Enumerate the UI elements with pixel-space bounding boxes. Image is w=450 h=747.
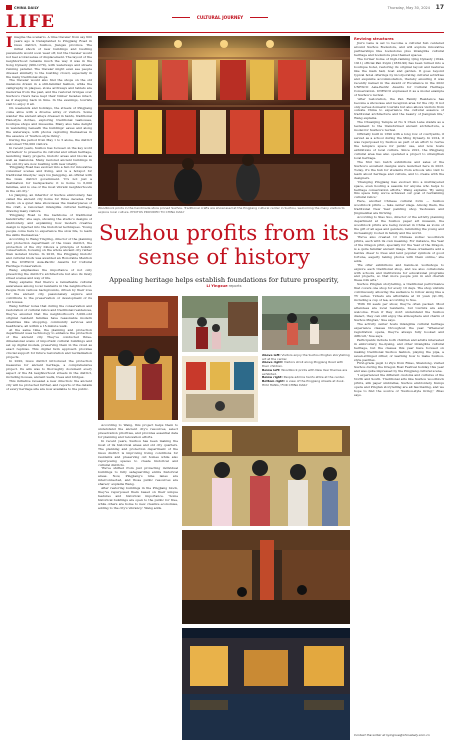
photo-market-illustration [182,530,350,624]
body-paragraph: Lu Jianping, an inheritor of Suzhou embroidery, has called the ancient city home for three decades. Her studio on a quiet lane showcases the masterpieces of the craft, a renowned intangible cultural heritage, drawing many visitors. [6,193,92,213]
photo-pingtan-illustration [98,296,178,420]
body-paragraph: The activity center hosts intangible cultural heritage experience classes throughout the year. 'Whenever registration opens, they're always fully booked and difficult,' Xue says. [354,321,444,338]
photo-hanfu-illustration [182,426,350,526]
body-paragraph: Participants include both children and adults interested in embroidery, tie-dyeing, and other intangible cultural heritage, but the classes this year have focused on making traditional Suzhou fashion, playing the pipa, a seven-stringed zither, or learning how to make Suzhou-style pastries. [354,337,444,362]
body-paragraph: 'We've shifted from just protecting individual buildings to fully safeguarding entire historical areas. Now, Pingjiang's nine lanes are interconnected, and those public resources are shared,' explains Wang. [98,466,178,487]
caption-1-text: Visitors enjoy the Suzhou Pingtan storytelling art at the center. [262,353,350,361]
caption-1-label: Above left: [262,353,281,357]
body-paragraph: Wang explains that there's a remarkable cultural awareness among local residents in the neighborhood. People from various backgrounds, driven by their love for the ancient city, passionately explore and contribute to the preservation or development of its old houses. [6,280,92,304]
photo-night-waterway [182,628,350,740]
photo-night-illustration [182,628,350,740]
body-paragraph: 'I experienced the different customs and cultures of the North and South. Traditional arts like Suzhou woodblock prints, silk paper umbrellas, Suzhou embroidery, Kunqu opera and Pingtan storytelling are all fascinating, and we hope to find the source of 'Suzhou-style living',' Zhao says. [354,373,444,398]
body-paragraph: In recent years, Suzhou has been making the most of its historical areas and old city quarters. The planning and protection department of the Gusu district is improving living conditions for residents and preserving old homes while also repurposing spaces to create historical and cultural districts. [98,438,178,467]
headline: Suzhou profits from its sense of history [98,221,350,270]
body-paragraph: According to Xiao Suo, director of the activity planning department at the Suzhou paper art museum, the woodblock prints are being revived in China as icons of the gift of all ages and genders, reminding the young and increasingly rooted in family and the world. [354,215,444,235]
caption-3-label: Below left: [262,367,281,372]
photo-hanfu-visitors [182,426,350,526]
body-paragraph: Wang emphasizes the importance of not only preserving the district's architecture but also its lively street scenes and way of life. [6,268,92,281]
main-photo-illustration [98,36,350,206]
caption-4-label: Below right: [262,375,283,380]
photo-woodblock-illustration [182,356,258,422]
section-heading: Reviving structures [354,36,394,41]
article-column-4 [354,36,444,741]
body-paragraph: This initiative revealed a new direction: the ancient city will be protected further, and reports of the details of every heritage site are now available to the public. [6,378,92,391]
caption-5-text: A view of the Pingjiang streets at dusk. HOU HANG / FOR CHINA DAILY [262,378,345,387]
photo-lane-stroll [262,296,350,350]
main-photo-woodblock-prints [98,36,350,206]
caption-2-label: Above right: [262,360,283,365]
page-number: 17 [435,4,444,11]
photo-pingtan-performance [98,296,178,420]
body-paragraph: Jiuru Lane is set to become a cultural hub centered around Suzhou Bookstore, and will explore innovative partnerships like bookstores plus intangible cultural heritage and bookstore plus themed spaces. [354,41,444,58]
masthead-rule [6,32,444,33]
caption-5 [262,380,350,387]
article-column-1 [6,36,92,741]
photo-family-lane [182,296,258,352]
body-paragraph: The Chuanjing Temple at No 9 Chen Lane stands as a testament to the transformed ancient architecture, a model for Suzhou's revival. [354,120,444,133]
photo-market-street [182,530,350,624]
china-daily-logo [6,5,12,10]
body-paragraph: Officially built in 1390 with a long row of courtyards, it served as a school during the Ming Dynasty. In 2014, it was repurposed by Suzhou as part of an effort to revive the temple's space for public use, and now hosts exhibitions of local culture. Since 2021, the Pingjiang cultural area has also operated a project to strengthen local heritage. [354,132,444,160]
photo-family-illustration [182,296,258,352]
body-paragraph: magine the scenario. A time traveler from say 600 years ago is transplanted to Pingjiang Road in Gusu district, Suzhou, Jiangsu province. The initial shock of new buildings and bustling pavements would soon wear off, but the traveler would not feel a total sense of displacement. The layout of the neighborhood remains much the way it was in the Song Dynasty (960-1279), with waterways and streets running parallel. The traveler might even see people dressed similarly to the bustling crowd, especially in the many traditional shops. [6,36,92,79]
body-paragraph: In 2020, Gusu district introduced the protection measures for ancient heritage, a comprehensive project. Its aim was to thoroughly document every aspect of the 84 neighborhood streets in the district, including houses, ancient wells, trees and bridges. [6,359,92,379]
body-paragraph: 'We offer exhibitions and hands-on workshops to explore each traditional shop, and we also collaborate with schools and institutions for educational programs and projects, so that more people join in and cherish these folk arts.' [354,262,444,283]
photo-captions [262,354,350,387]
article-column-2 [98,424,178,741]
body-paragraph: On weekends and holidays, the streets of Pingjiang come alive with a diverse array of visitors. Some wander the ancient alleys dressed in hanfu, traditional Han-style clothes, exploring traditional teahouses, boutique shops and museums. Many also take delight in wandering beneath the buildings' eaves and along the waterways, with photos capturing themselves in the essence of 'Suzhou-style living'. [6,106,92,138]
body-paragraph: 'With 80 seats per show, they're often packed. Most attendees are local residents, but tourists are also welcome. Even if they don't understand the Suzhou dialect, they can still enjoy the atmosphere and charm of Suzhou Pingtan,' Xue says. [354,302,444,322]
caption-2-text: Visitors stroll along Pingjiang Road with their children. [262,360,344,369]
section-kicker: CULTURAL JOURNEY [160,15,280,20]
body-paragraph: During the period from May 1 to 5 alone, the district welcomed 750,000 visitors. [6,137,92,146]
main-photo-caption: Woodblock prints in the handmade store pinned Suzhou. Traditional crafts are showcased at the Pingjiang cultural center in Suzhou, welcoming the many visitors to explore local culture. PHOTOS PROVIDED TO CHINA DAILY [98,206,345,214]
body-paragraph: 'After restoration, the Pan Family Residence has become a showcase and reception area for the city. It not only serves domestic tourists but also allows visitors from outside China to experience the cultural essence of traditional architecture and the beauty of Jiangnan life,' Wang explains. [354,96,444,121]
drop-cap: I [6,36,13,51]
byline [98,284,350,288]
body-paragraph: In recent years, Suzhou has focused on the key word 'activation' to preserve its cultural and urban heritage, launching many projects, historic areas and blocks as well as mansions. Many restored ancient buildings in the old city are now bustling with new vitality. [6,145,92,166]
body-paragraph: First-grade pupil Li Ziyu from Rizao, Shandong, visited Suzhou during the Dragon Boat Festival holiday this year and was quite impressed by the Pingjiang cultural scene. [354,361,444,374]
body-paragraph: According to Wang Tingting, director of the planning and protection department of the Gusu district, the protection of the city follows a principle of holistic conservation, focusing on the whole ancient city rather than isolated blocks. In 2016, the Pingjiang historic and cultural block was awarded an Honorable Mention in the UNESCO Asia-Pacific Awards for Cultural Heritage Conservation. [6,236,92,269]
photo-lane-illustration [262,296,350,350]
caption-5-label: Bottom right: [262,378,285,383]
body-paragraph: The traveler would also find the shops on the old mansions drawn in a still-familiar fashion, while the calligraphy in plaques, stone archways and tablets are memories from the past, and the restored bridges over Suzhou's rivers have kept their timber facades intact, as if stepping back in time. In the evenings, tourists visit to enjoy it all. [6,78,92,107]
body-paragraph: The former home of high-ranking Qing Dynasty (1644-1911) official Pan Zuyin (1830-90) has been turned into a boutique hotel, restoring its original layout and features like the main hall, boat and garden. It goes beyond typical hotel offerings by incorporating cultural activities and exquisite accommodation, thereby ensuring it was recently named in the Award of Excellence in the 2022 UNESCO Asia-Pacific Awards for Cultural Heritage Conservation. UNESCO expressed it as a model example of Suzhou's revival. [354,57,444,97]
subheadline [98,276,350,284]
body-paragraph: Wang further notes that during the conservation and restoration of cultural relics and traditional residences, they've ensured that the neighborhood's 3,000-odd original resident families have reasonable modern amenities like shopping, community services and healthcare, all within a 15-minute walk. [6,303,92,328]
body-paragraph: Here, another Chinese cultural form — Suzhou woodblock prints — take center stage. Among them, the traditional New Year painting shop Taohuawu and Jingmeizhai are thriving. [354,199,444,216]
section-title: LIFE [6,12,55,32]
body-paragraph: 'Pingjiang Road has evolved into a hub for innovative consumer scenes and living, and is a hotspot for traditional lifestyle,' says Gu Jiangping, an official with the Gusu district government. 'It's not just a destination for backpackers; it is home to 6,000 families, and is one of the most vibrant neighborhoods in the old city.' [6,165,92,194]
body-paragraph: After restoring buildings in the Pingjiang block, they've repurposed them based on their unique features and historical importance. 'Some historical buildings are open to the public for free, while others are home to new creative economies, adding to the city's vibrancy,' Wang adds. [98,486,178,511]
body-paragraph: Suzhou Pingtan storytelling, a traditional performance that covers one shop for every 10 days. The shop unfolds continuously, allowing the audience to follow along like a TV series. Tickets are affordable at 10 yuan ($1.38), including a cup of tea, according to Xue. [354,282,444,303]
body-paragraph: The first two batch exhibitions and sales of the Suzhou's excellent designs were launched here in 2023. Today, it's the hub for students from schools who visit to learn about heritage and culture, and to create with the designers. [354,159,444,180]
issue-date: Thursday, May 30, 2024 [387,5,430,10]
body-paragraph: 'We've also created 12 Chinese zodiac woodblock prints, each with its own meaning. For instance, the Year of the Dragon print, specially for the Year of the Dragon, is a quite familiar ancient image. These ornaments add a festive cheer to lives and lend popular symbols of good fortune, eagerly taking photos with them online,' she adds. [354,234,444,263]
caption-3-text: Woodblock prints with New Year themes are exhibited. [262,367,348,376]
paper-name: CHINA DAILY [14,5,39,10]
masthead [6,4,444,12]
writer-contact: Contact the writer at liyingxue@chinadaily.com.cn [354,733,430,737]
subhead-text: Appealing heritage helps establish foundations for future prosperity, [109,276,339,284]
photo-woodblock-exhibit [182,356,258,422]
body-paragraph: At the same time, the planning and protection department uses technology to enhance the protection of the ancient city. They've conducted three-dimensional scans of important cultural buildings and set up digital models, preserving them in the cloud as exact replicas. This digital twin approach provides crucial support for future restoration and revitalization projects. [6,327,92,360]
byline-suffix: reports [228,284,242,288]
body-paragraph: According to Wang, this project helps them to understand the ancient city's resources, select preservation priorities, and provides essential data for planning and renovation efforts. [98,424,178,439]
body-paragraph: 'Changing Pingjiang has evolved into a multilayered space, even hosting a seaside for anyone who helps to heritage conservation efforts,' Wang explains. 'By using this space fully, we've achieved our goal of revitalizing cultural relics.' [354,179,444,200]
byline-author: Li Yingxue [206,284,228,288]
caption-4-text: People admire hanfu attire at the center. [283,375,345,380]
body-paragraph: 'Pingjiang Road is the backbone of traditional handicrafts,' she says, showing the studio's designs of embroidery, and explaining how modern creative design is injected into the historical techniques. 'Young people come here to experience the slow life, to learn the skills themselves.' [6,212,92,237]
